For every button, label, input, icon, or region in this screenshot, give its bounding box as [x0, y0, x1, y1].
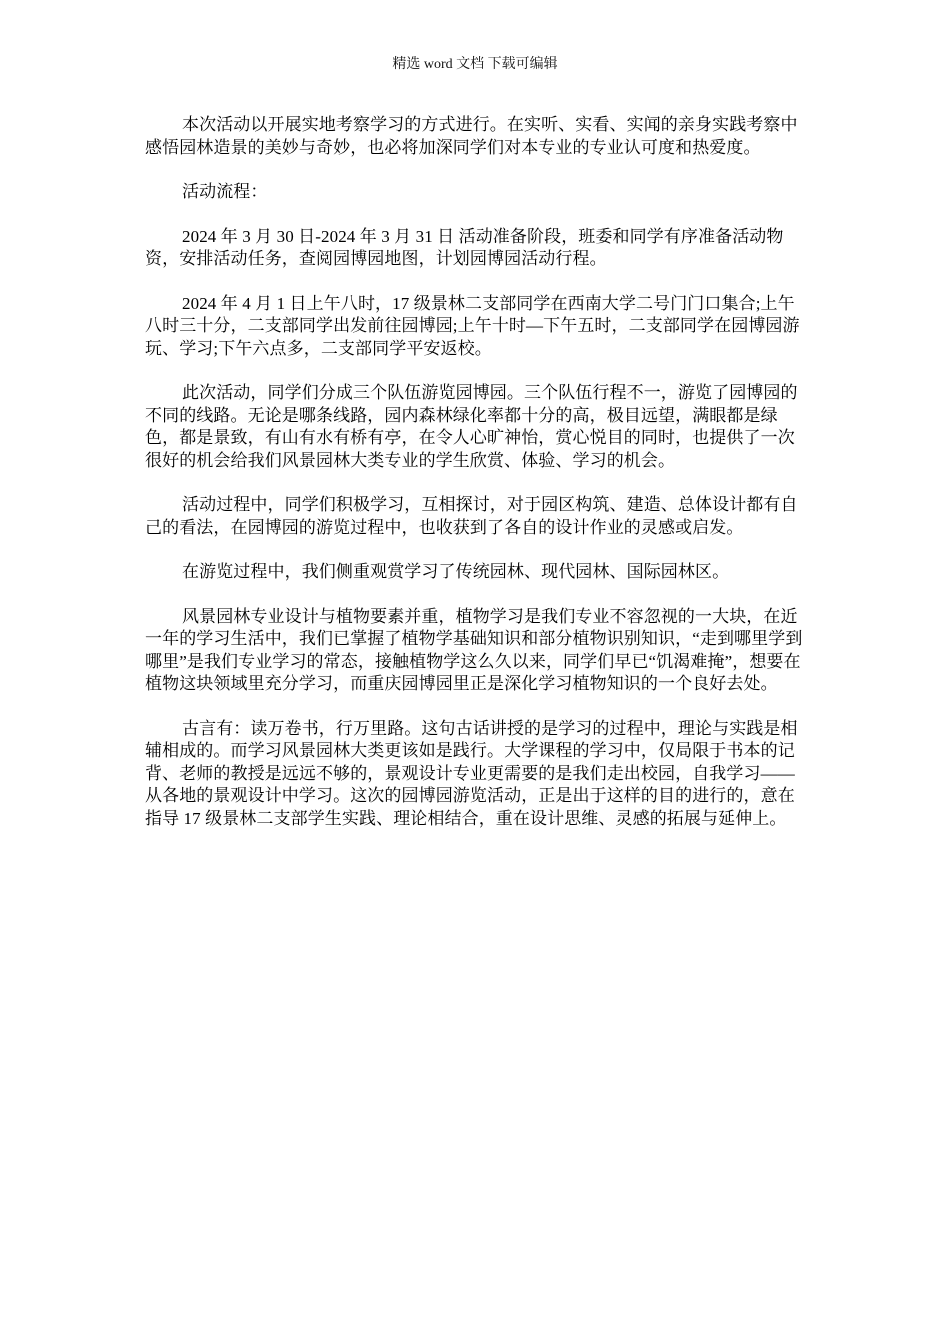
paragraph-conclusion: 古言有：读万卷书，行万里路。这句古话讲授的是学习的过程中，理论与实践是相辅相成的。而学习风景园林大类更该如是践行。大学课程的学习中，仅局限于书本的记背、老师的教授是远远不够的，景观设计专业更需要的是我们走出校园，自我学习——从各地的景观设计中学习。这次的园博园游览活动，正是出于这样的目的进行的，意在指导 17 级景林二支部学生实践、理论相结合，重在设计思维、灵感的拓展与延伸上。: [145, 718, 798, 828]
paragraph-plant-study: 风景园林专业设计与植物要素并重，植物学习是我们专业不容忽视的一大块，在近一年的学习生活中，我们已掌握了植物学基础知识和部分植物识别知识，“走到哪里学到哪里”是我们专业学习的常态，接触植物学这么久以来，同学们早已“饥渴难掩”，想要在植物这块领域里充分学习，而重庆园博园里正是深化学习植物知识的一个良好去处。: [145, 606, 803, 693]
paragraph-intro: 本次活动以开展实地考察学习的方式进行。在实听、实看、实闻的亲身实践考察中感悟园林造景的美妙与奇妙，也必将加深同学们对本专业的专业认可度和热爱度。: [145, 115, 798, 157]
document-body: [145, 114, 809, 852]
paragraph-preparation: 2024 年 3 月 30 日-2024 年 3 月 31 日 活动准备阶段，班委和同学有序准备活动物资，安排活动任务，查阅园博园地图，计划园博园活动行程。: [145, 226, 784, 268]
paragraph-discussion: 活动过程中，同学们积极学习，互相探讨，对于园区构筑、建造、总体设计都有自己的看法，在园博园的游览过程中，也收获到了各自的设计作业的灵感或启发。: [145, 495, 798, 537]
paragraph-focus-areas: 在游览过程中，我们侧重观赏学习了传统园林、现代园林、国际园林区。: [182, 562, 730, 581]
paragraph-schedule: 2024 年 4 月 1 日上午八时，17 级景林二支部同学在西南大学二号门门口集合;上午八时三十分，二支部同学出发前往园博园;上午十时—下午五时，二支部同学在园博园游玩、学习;下午六点多，二支部同学平安返校。: [145, 293, 800, 358]
paragraph-process-heading: 活动流程：: [182, 182, 268, 201]
page-header: 精选 word 文档 下载可编辑: [392, 57, 558, 72]
paragraph-tour-groups: 此次活动，同学们分成三个队伍游览园博园。三个队伍行程不一，游览了园博园的不同的线路。无论是哪条线路，园内森林绿化率都十分的高，极目远望，满眼都是绿色，都是景致，有山有水有桥有亭，在令人心旷神怡，赏心悦目的同时，也提供了一次很好的机会给我们风景园林大类专业的学生欣赏、体验、学习的机会。: [145, 383, 798, 470]
